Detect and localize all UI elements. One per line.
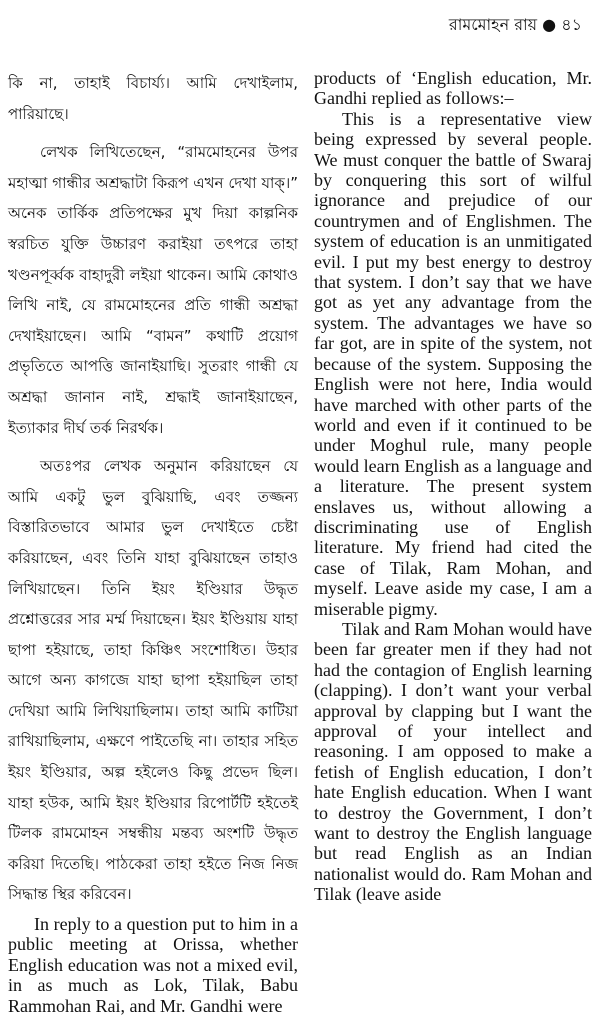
bengali-text bbox=[8, 68, 298, 910]
bengali-paragraph-1: কি না, তাহাই বিচার্য্য। আমি দেখাইলাম, পারিয়াছে। bbox=[8, 74, 298, 123]
right-paragraph-1: products of ‘English education, Mr. Gandhi replied as follows:– bbox=[314, 68, 592, 109]
bengali-paragraph-2: লেখক লিখিতেছেন, “রামমোহনের উপর মহাত্মা গান্ধীর অশ্রদ্ধাটা কিরূপ এখন দেখা যাক্।” অনেক তার্কিক প্রতিপক্ষের মুখ দিয়া কাল্পনিক স্বরচিত যুক্তি উচ্চারণ করাইয়া তৎপরে তাহা খণ্ডনপূর্ব্বক বাহাদুরী লইয়া থাকেন। আমি কোথাও লিখি নাই, যে রামমোহনের প্রতি গান্ধী অশ্রদ্ধা দেখাইয়াছেন। আমি “বামন” কথাটি প্রয়োগ প্রভৃতিতে আপত্তি জানাইয়াছি। সুতরাং গান্ধী যে অশ্রদ্ধা জানান নাই, শ্রদ্ধাই জানাইয়াছেন, ইত্যাকার দীর্ঘ তর্ক নিরর্থক। bbox=[8, 143, 298, 437]
right-paragraph-2: This is a representative view being expressed by several people. We must conquer the battle of Swaraj by conquering this sort of wilful ignorance and prejudice of our countrymen and of Englishmen. The system of education is an unmitigated evil. I put my best energy to destroy that system. I don’t say that we have got as yet any advantage from the system. The advantages we have so far got, are in spite of the system, not because of the system. Supposing the English were not here, India would have marched with other parts of the world and even if it continued to be under Moghul rule, many people would learn English as a language and a literature. The present system enslaves us, without allowing a discriminating use of English literature. My friend had cited the case of Tilak, Ram Mohan, and myself. Leave aside my case, I am a miserable pigmy. bbox=[314, 108, 592, 619]
bengali-paragraph-3: অতঃপর লেখক অনুমান করিয়াছেন যে আমি একটু ভুল বুঝিয়াছি, এবং তজ্জন্য বিস্তারিতভাবে আমার ভুল দেখাইতে চেষ্টা করিয়াছেন, এবং তিনি যাহা বুঝিয়াছেন তাহাও লিখিয়াছেন। তিনি ইয়ং ইণ্ডিয়ার উদ্ধৃত প্রশ্নোত্তরের সার মর্ম্ম দিয়াছেন। ইয়ং ইণ্ডিয়ায় যাহা ছাপা হইয়াছে, তাহা কিঞ্চিৎ সংশোধিত। উহার আগে অন্য কাগজে যাহা ছাপা হইয়াছিল তাহা দেখিয়া আমি লিখিয়াছিলাম। তাহা আমি কাটিয়া রাখিয়াছিলাম, এক্ষণে পাইতেছি না। তাহার সহিত ইয়ং ইণ্ডিয়ার, অল্প হইলেও কিছু প্রভেদ ছিল। যাহা হউক, আমি ইয়ং ইণ্ডিয়ার রিপোর্টটি হইতেই টিলক রামমোহন সম্বন্ধীয় মন্তব্য অংশটি উদ্ধৃত করিয়া দিতেছি। পাঠকেরা তাহা হইতে নিজ নিজ সিদ্ধান্ত স্থির করিবেন। bbox=[8, 457, 298, 904]
english-paragraph-left: In reply to a question put to him in a public meeting at Orissa, whether English education was not a mixed evil, in as much as Lok, Tilak, Babu Rammohan Rai, and Mr. Gandhi were bbox=[8, 914, 298, 1016]
left-column bbox=[8, 68, 298, 1016]
running-head: রামমোহন রায় ● ৪১ bbox=[448, 15, 582, 34]
right-column bbox=[314, 68, 592, 905]
right-paragraph-3: Tilak and Ram Mohan would have been far greater men if they had not had the contagion of English learning (clapping). I don’t want your verbal approval by clapping but I want the approval of your intellect and reasoning. I am opposed to make a fetish of English education, I don’t hate English education. When I want to destroy the Government, I don’t want to destroy the English language but read English as an Indian nationalist would do. Ram Mohan and Tilak (leave aside bbox=[314, 618, 592, 905]
english-text-left bbox=[8, 914, 298, 1016]
